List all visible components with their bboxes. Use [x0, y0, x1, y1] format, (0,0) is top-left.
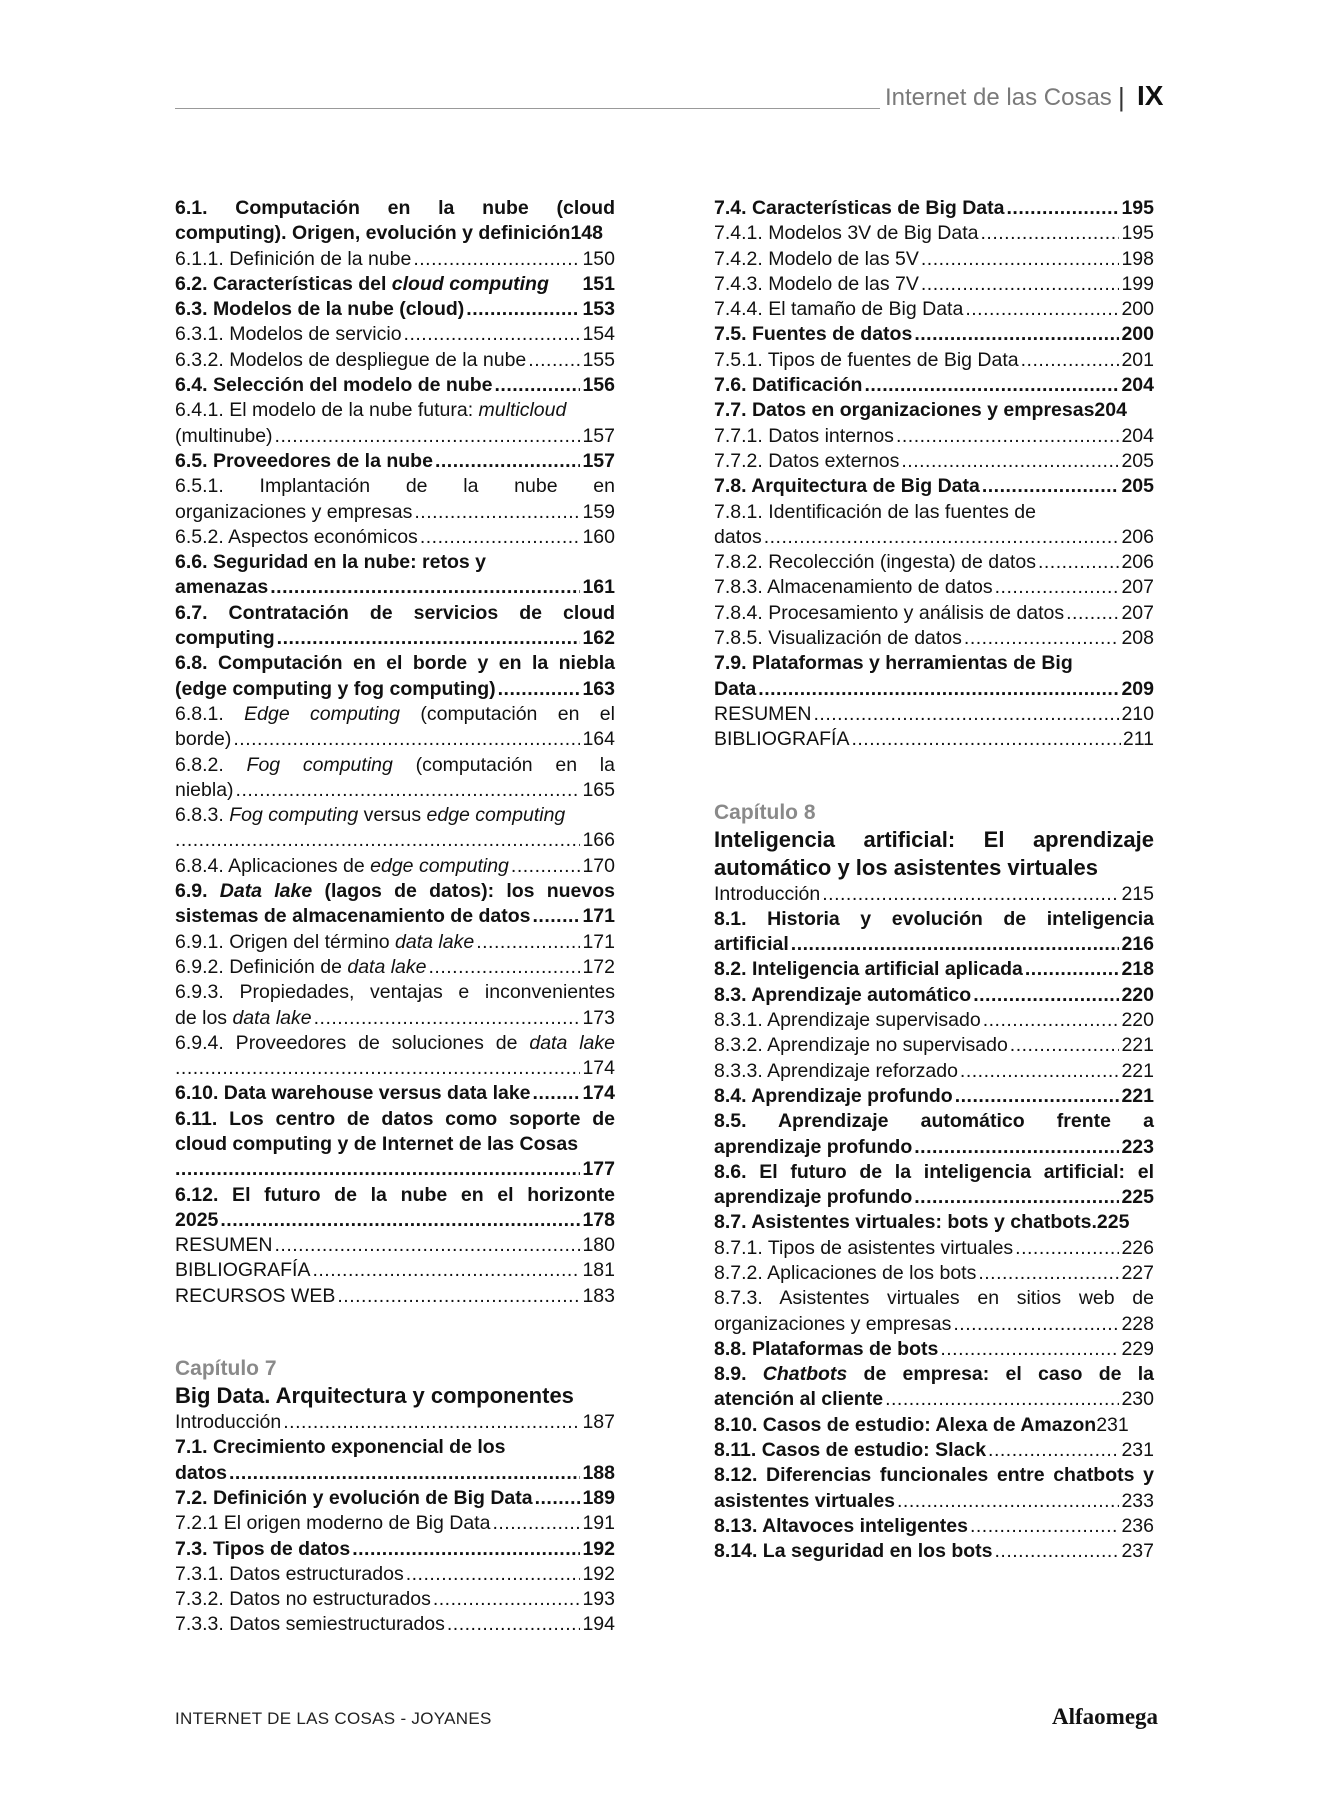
toc-entry[interactable]: 7.4.4. El tamaño de Big Data ..... 200: [714, 297, 1154, 322]
toc-entry[interactable]: 7.8.1. Identificación de las fuentes de: [714, 500, 1036, 523]
toc-entry[interactable]: 8.5. Aprendizaje automático frente a: [714, 1110, 1154, 1133]
toc-entry[interactable]: 7.8. Arquitectura de Big Data ..... 205: [714, 474, 1154, 499]
page-number: IX: [1137, 80, 1164, 111]
toc-entry[interactable]: niebla) ..... 165: [175, 778, 615, 803]
toc-entry[interactable]: 7.4.1. Modelos 3V de Big Data ..... 195: [714, 221, 1154, 246]
toc-entry[interactable]: 7.2. Definición y evolución de Big Data ..... 189: [175, 1486, 615, 1511]
toc-entry[interactable]: 6.3.1. Modelos de servicio ..... 154: [175, 322, 615, 347]
toc-entry[interactable]: 6.11. Los centro de datos como soporte de: [175, 1107, 615, 1130]
toc-entry[interactable]: computing). Origen, evolución y definición 148: [175, 222, 603, 245]
toc-entry[interactable]: (multinube) ..... 157: [175, 424, 615, 449]
toc-entry[interactable]: 6.1. Computación en la nube (cloud: [175, 197, 615, 219]
toc-entry[interactable]: 6.5.1. Implantación de la nube en: [175, 475, 615, 498]
toc-entry[interactable]: 8.7.3. Asistentes virtuales en sitios web de: [714, 1287, 1154, 1310]
toc-entry[interactable]: ..... 174: [175, 1056, 615, 1081]
toc-entry[interactable]: asistentes virtuales ..... 233: [714, 1489, 1154, 1514]
toc-entry[interactable]: 2025 ..... 178: [175, 1208, 615, 1233]
toc-entry[interactable]: 7.5.1. Tipos de fuentes de Big Data ..... 201: [714, 348, 1154, 373]
toc-entry[interactable]: 6.6. Seguridad en la nube: retos y: [175, 551, 487, 574]
header-rule: [175, 108, 880, 109]
toc-entry[interactable]: ..... 166: [175, 828, 615, 853]
toc-entry[interactable]: 8.3. Aprendizaje automático ..... 220: [714, 983, 1154, 1008]
toc-entry[interactable]: 8.3.2. Aprendizaje no supervisado ..... 221: [714, 1033, 1154, 1058]
chapter-title: automático y los asistentes virtuales: [714, 854, 1098, 880]
toc-entry[interactable]: 7.7.1. Datos internos ..... 204: [714, 424, 1154, 449]
toc-entry[interactable]: 6.3. Modelos de la nube (cloud) ..... 153: [175, 297, 615, 322]
toc-entry[interactable]: artificial ..... 216: [714, 932, 1154, 957]
toc-entry[interactable]: ..... 177: [175, 1157, 615, 1182]
toc-entry[interactable]: 7.2.1 El origen moderno de Big Data ..... 191: [175, 1511, 615, 1536]
toc-entry[interactable]: sistemas de almacenamiento de datos ..... 171: [175, 904, 615, 929]
toc-entry[interactable]: 6.8.4. Aplicaciones de edge computing ..... 170: [175, 854, 615, 879]
toc-entry[interactable]: 6.8.2. Fog computing (computación en la: [175, 753, 615, 776]
toc-entry[interactable]: 8.7. Asistentes virtuales: bots y chatbots. 225: [714, 1211, 1130, 1234]
toc-entry[interactable]: RECURSOS WEB ..... 183: [175, 1284, 615, 1309]
toc-entry[interactable]: aprendizaje profundo ..... 223: [714, 1135, 1154, 1160]
publisher-logo: Alfaomega: [1052, 1704, 1159, 1729]
toc-entry[interactable]: 8.10. Casos de estudio: Alexa de Amazon 231: [714, 1413, 1129, 1436]
toc-entry[interactable]: 7.5. Fuentes de datos ..... 200: [714, 322, 1154, 347]
toc-entry[interactable]: 8.6. El futuro de la inteligencia artificial: el: [714, 1160, 1154, 1183]
toc-entry[interactable]: 7.4. Características de Big Data ..... 195: [714, 196, 1154, 221]
chapter-label: Capítulo 8: [714, 800, 816, 824]
toc-entry[interactable]: 7.9. Plataformas y herramientas de Big: [714, 652, 1073, 675]
toc-entry[interactable]: 8.2. Inteligencia artificial aplicada ..... 218: [714, 957, 1154, 982]
header-title: Internet de las Cosas: [885, 84, 1112, 111]
toc-entry[interactable]: 8.12. Diferencias funcionales entre chatbots y: [714, 1464, 1154, 1487]
toc-entry[interactable]: Introducción ..... 215: [714, 882, 1154, 907]
toc-entry[interactable]: 6.4. Selección del modelo de nube ..... 156: [175, 373, 615, 398]
toc-entry[interactable]: de los data lake ..... 173: [175, 1006, 615, 1031]
toc-entry[interactable]: (edge computing y fog computing) ..... 163: [175, 677, 615, 702]
toc-entry[interactable]: 8.7.2. Aplicaciones de los bots ..... 227: [714, 1261, 1154, 1286]
toc-entry[interactable]: 8.1. Historia y evolución de inteligencia: [714, 907, 1154, 930]
toc-entry[interactable]: aprendizaje profundo ..... 225: [714, 1185, 1154, 1210]
header-separator: |: [1118, 82, 1125, 112]
chapter-title: Big Data. Arquitectura y componentes: [175, 1383, 574, 1409]
toc-entry[interactable]: 7.8.2. Recolección (ingesta) de datos ..... 206: [714, 550, 1154, 575]
toc-entry[interactable]: 6.5.2. Aspectos económicos ..... 160: [175, 525, 615, 550]
toc-entry[interactable]: computing ..... 162: [175, 626, 615, 651]
toc-entry[interactable]: 7.1. Crecimiento exponencial de los: [175, 1436, 506, 1459]
toc-entry[interactable]: RESUMEN ..... 180: [175, 1233, 615, 1258]
toc-entry[interactable]: 7.7. Datos en organizaciones y empresas 204: [714, 399, 1127, 422]
toc-entry[interactable]: 6.10. Data warehouse versus data lake ..... 174: [175, 1081, 615, 1106]
toc-entry[interactable]: cloud computing y de Internet de las Cosas: [175, 1132, 579, 1155]
toc-entry[interactable]: 6.8.3. Fog computing versus edge computing: [175, 804, 566, 827]
toc-entry[interactable]: 6.9.4. Proveedores de soluciones de data lake: [175, 1031, 615, 1054]
toc-entry[interactable]: 6.8.1. Edge computing (computación en el: [175, 702, 615, 725]
toc-entry[interactable]: 6.9. Data lake (lagos de datos): los nuevos: [175, 880, 615, 903]
toc-entry[interactable]: 7.3.2. Datos no estructurados ..... 193: [175, 1587, 615, 1612]
toc-entry[interactable]: 6.1.1. Definición de la nube ..... 150: [175, 247, 615, 272]
toc-entry[interactable]: 8.7.1. Tipos de asistentes virtuales ..... 226: [714, 1236, 1154, 1261]
toc-entry[interactable]: amenazas ..... 161: [175, 575, 615, 600]
toc-entry[interactable]: 8.13. Altavoces inteligentes ..... 236: [714, 1514, 1154, 1539]
toc-entry[interactable]: 7.3.1. Datos estructurados ..... 192: [175, 1562, 615, 1587]
toc-right-column: [714, 196, 1154, 1565]
toc-entry[interactable]: 8.14. La seguridad en los bots ..... 237: [714, 1539, 1154, 1564]
toc-entry[interactable]: 8.3.3. Aprendizaje reforzado ..... 221: [714, 1059, 1154, 1084]
toc-entry[interactable]: 8.9. Chatbots de empresa: el caso de la: [714, 1363, 1154, 1386]
toc-entry[interactable]: 7.4.2. Modelo de las 5V ..... 198: [714, 247, 1154, 272]
toc-entry[interactable]: 6.2. Características del cloud computing 151: [175, 272, 615, 295]
toc-entry[interactable]: borde) ..... 164: [175, 727, 615, 752]
toc-entry[interactable]: Introducción ..... 187: [175, 1410, 615, 1435]
toc-entry[interactable]: 8.8. Plataformas de bots ..... 229: [714, 1337, 1154, 1362]
toc-entry[interactable]: 6.9.2. Definición de data lake ..... 172: [175, 955, 615, 980]
toc-entry[interactable]: 7.4.3. Modelo de las 7V ..... 199: [714, 272, 1154, 297]
toc-entry[interactable]: 7.7.2. Datos externos ..... 205: [714, 449, 1154, 474]
toc-entry[interactable]: BIBLIOGRAFÍA ..... 181: [175, 1258, 615, 1283]
toc-entry[interactable]: Data ..... 209: [714, 677, 1154, 702]
toc-entry[interactable]: datos ..... 188: [175, 1461, 615, 1486]
toc-entry[interactable]: BIBLIOGRAFÍA ..... 211: [714, 727, 1154, 752]
toc-entry[interactable]: organizaciones y empresas ..... 159: [175, 500, 615, 525]
chapter-title: Inteligencia artificial: El aprendizaje: [714, 826, 1154, 852]
toc-entry[interactable]: RESUMEN ..... 210: [714, 702, 1154, 727]
running-header: [175, 80, 1165, 116]
toc-entry[interactable]: 7.6. Datificación ..... 204: [714, 373, 1154, 398]
toc-entry[interactable]: 6.9.3. Propiedades, ventajas e inconvenientes: [175, 981, 615, 1004]
toc-entry[interactable]: 6.5. Proveedores de la nube ..... 157: [175, 449, 615, 474]
toc-left-column: [175, 196, 615, 1638]
toc-entry[interactable]: 6.3.2. Modelos de despliegue de la nube ..... 155: [175, 348, 615, 373]
toc-entry[interactable]: datos ..... 206: [714, 525, 1154, 550]
toc-entry[interactable]: 6.7. Contratación de servicios de cloud: [175, 601, 615, 624]
footer-book-title: INTERNET DE LAS COSAS - JOYANES: [175, 1709, 492, 1728]
toc-entry[interactable]: 6.8. Computación en el borde y en la niebla: [175, 652, 615, 675]
chapter-label: Capítulo 7: [175, 1357, 277, 1381]
toc-entry[interactable]: organizaciones y empresas ..... 228: [714, 1312, 1154, 1337]
toc-entry[interactable]: 7.8.4. Procesamiento y análisis de datos ..... 207: [714, 601, 1154, 626]
toc-entry[interactable]: 6.12. El futuro de la nube en el horizonte: [175, 1183, 615, 1206]
toc-entry[interactable]: 8.11. Casos de estudio: Slack ..... 231: [714, 1438, 1154, 1463]
toc-entry[interactable]: 8.4. Aprendizaje profundo ..... 221: [714, 1084, 1154, 1109]
toc-entry[interactable]: 8.3.1. Aprendizaje supervisado ..... 220: [714, 1008, 1154, 1033]
toc-entry[interactable]: 7.3.3. Datos semiestructurados ..... 194: [175, 1612, 615, 1637]
toc-entry[interactable]: 7.3. Tipos de datos ..... 192: [175, 1537, 615, 1562]
toc-entry[interactable]: atención al cliente ..... 230: [714, 1387, 1154, 1412]
toc-entry[interactable]: 6.9.1. Origen del término data lake ..... 171: [175, 930, 615, 955]
toc-entry[interactable]: 7.8.5. Visualización de datos ..... 208: [714, 626, 1154, 651]
toc-entry[interactable]: 6.4.1. El modelo de la nube futura: multicloud: [175, 399, 567, 422]
toc-entry[interactable]: 7.8.3. Almacenamiento de datos ..... 207: [714, 575, 1154, 600]
